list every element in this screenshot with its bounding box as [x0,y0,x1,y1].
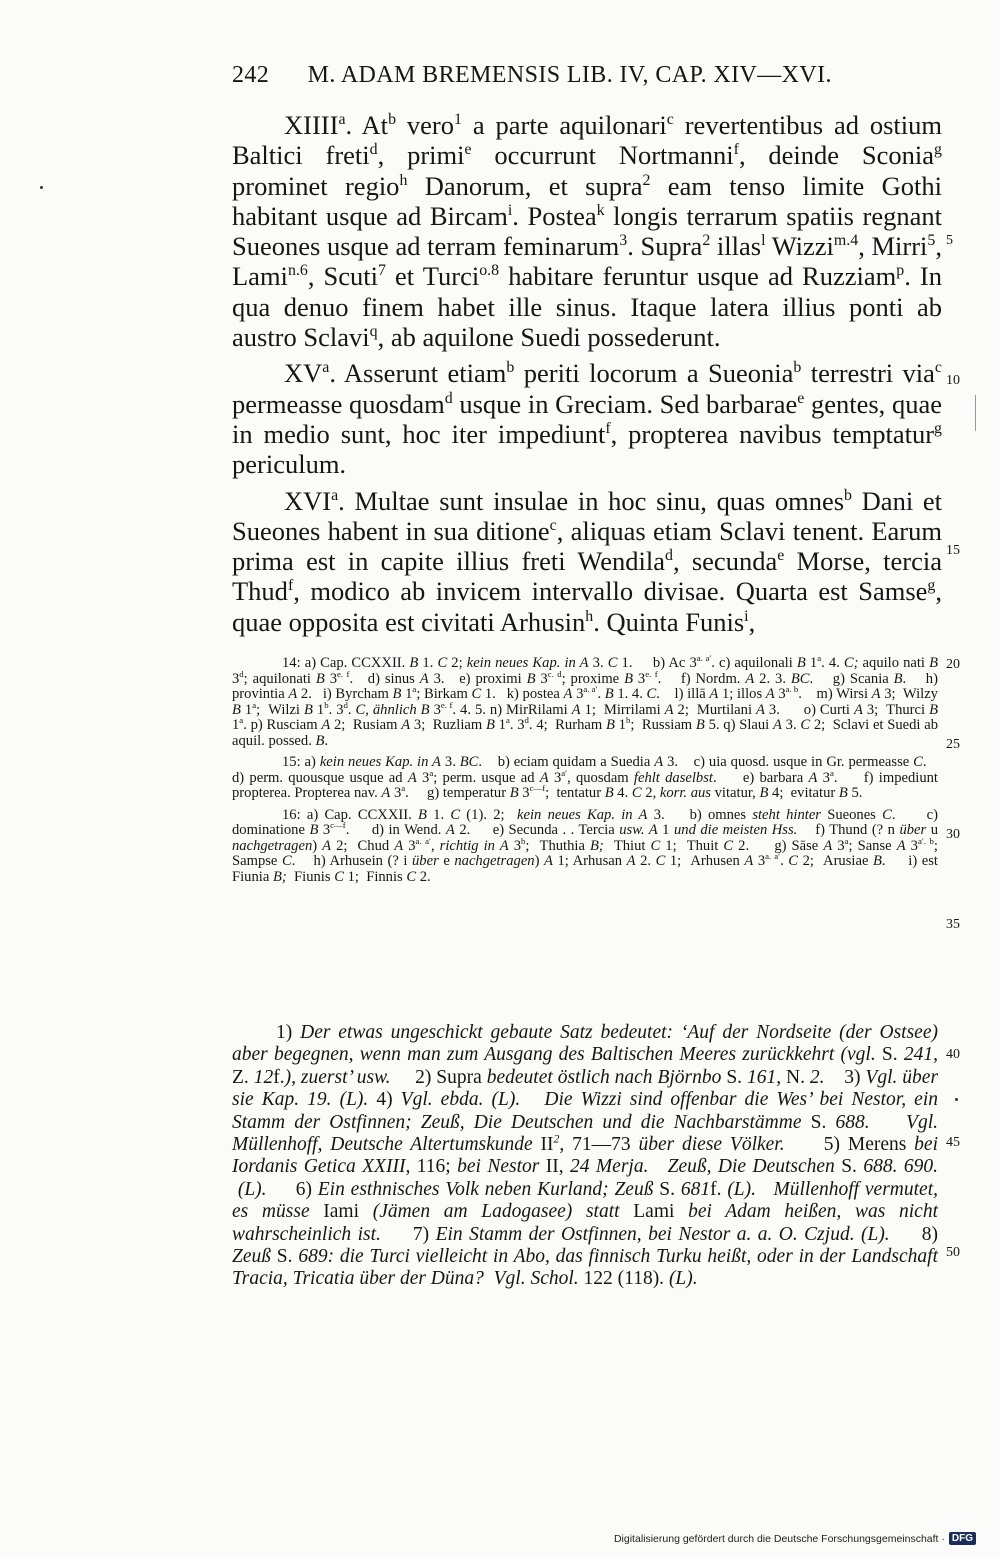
line-number: 20 [946,657,960,672]
line-number: 15 [946,543,960,558]
line-number: 25 [946,737,960,752]
credit-text: Digitalisierung gefördert durch die Deutsche Forschungsgemeinschaft · [613,1532,945,1545]
line-number: 10 [946,373,960,388]
line-number: 50 [946,1245,960,1260]
commentary-notes: 1) Der etwas ungeschickt gebaute Satz bedeutet: ‘Auf der Nordseite (der Ostsee) aber begegnen, wenn man zum Ausgang des Baltischen Meeres zurückkehrt (vgl. S. 241, Z. 12f.), zuerst’ usw. 2) Supra bedeutet östlich nach Björnbo S. 161, N. 2. 3) Vgl. über sie Kap. 19. (L). 4) Vgl. ebda. (L). Die Wizzi sind offenbar die Wes’ bei Nestor, ein Stamm der Ostfinnen; Zeuß, Die Deutschen und die Nachbarstämme S. 688. Vgl. Müllenhoff, Deutsche Altertumskunde $II^2$, 71—73 über diese Völker. 5) Merens bei Iordanis Getica XXIII, 116; bei Nestor II, 24 Merja. Zeuß, Die Deutschen S. 688. 690. (L). 6) Ein esthnisches Volk neben Kurland; Zeuß S. 681f. (L). Müllenhoff vermutet, es müsse Iami (Jämen am Ladogasee) statt Lami bei Adam heißen, was nicht wahrscheinlich ist. 7) Ein Stamm der Ostfinnen, bei Nestor a. a. O. Czjud. (L). 8) Zeuß S. 689: die Turci vielleicht in Abo, das finnisch Turku heißt, oder in der Landschaft Tracia, Tricatia über der Düna? Vgl. Schol. 122 (118). (L). [232,1022,939,1290]
scan-speck [955,1098,958,1101]
page-header [232,62,862,89]
apparatus-entry-15: 15: a) kein neues Kap. in A 3. BC. b) eciam quidam a Suedia A 3. c) uia quosd. usque in Gr. permeasse C. d) perm. quousque usque ad A 3$^a$; perm. usque ad A $3^{a'}$, quosdam fehlt daselbst. e) barbara A 3$^a$. f) impediunt propterea. Propterea nav. A 3$^a$. g) temperatur B $3^{c—f}$; tentatur B 4. C 2, korr. aus vitatur, B 4; evitatur B 5. [232,754,939,801]
apparatus-entry-16: 16: a) Cap. CCXXII. B 1. C (1). 2; kein neues Kap. in A 3. b) omnes steht hinter Sueones C. c) dominatione B $3^{c—f}$. d) in Wend. A 2. e) Secunda . . Tercia usw. A 1 und die meisten Hss. f) Thund (? n über u nachgetragen) A 2; Chud A $3^{a. a'}$, richtig in A 3$^b$; Thuthia B; Thiut C 1; Thuit C 2. g) Sāse A 3$^a$; Sanse A $3^{a'. b}$; Sampse C. h) Arhusein (? i über e nachgetragen) A 1; Arhusan A 2. C 1; Arhusen A $3^{a. a'}$. C 2; Arusiae B. i) est Fiunia B; Fiunis C 1; Finnis C 2. [232,806,938,885]
running-title: M. ADAM BREMENSIS LIB. IV, CAP. XIV—XVI. [307,62,832,88]
line-number: 5 [946,233,953,248]
section-xv: $XV^a$. Asserunt etiam$^b$ periti locorum a Sueonia$^b$ terrestri via$^c$ permeasse quosdam$^d$ usque in Greciam. Sed barbarae$^e$ gentes, quae in medio sunt, hoc iter impediunt$^f$, propterea navibus temptatur$^g$ periculum. [232,358,942,480]
page-number: 242 [232,62,270,88]
apparatus-entry-14: 14: a) Cap. CCXXII. B 1. C 2; kein neues Kap. in A 3. C 1. b) Ac $3^{a. a'}$. c) aquilonali B 1$^a$. 4. C; aquilo nati B 3$^d$; aquilonati B $3^{e. f}$. d) sinus A 3. e) proximi B $3^{c. d}$; proxime B $3^{e. f}$. f) Nordm. A 2. 3. BC. g) Scania B. h) provintia A 2. i) Byrcham B 1$^a$; Birkam C 1. k) postea A $3^{a. a'}$. B 1. 4. C. l) illā A 1; illos A $3^{a. b}$. m) Wirsi A 3; Wilzy B 1$^a$; Wilzi B 1$^b$. 3$^d$. C, ähnlich B $3^{e. f}$. 4. 5. n) MirRilami A 1; Mirrilami A 2; Murtilani A 3. o) Curti A 3; Thurci B 1$^a$. p) Rusciam A 2; Rusiam A 3; Ruzliam B 1$^a$. 3$^d$. 4; Rurham B 1$^b$; Russiam B 5. q) Slaui A 3. C 2; Sclavi et Suedi ab aquil. possed. B. [232,653,938,749]
scan-speck [40,186,43,189]
line-number: 45 [946,1135,960,1150]
line-number: 30 [946,827,960,842]
critical-apparatus [232,653,939,891]
margin-line [975,395,976,431]
section-xvi: XVI$^a$. Multae sunt insulae in hoc sinu, quas omnes$^b$ Dani et Sueones habent in sua ditione$^c$, aliquas etiam Sclavi tenent. Earum prima est in capite illius freti Wendila$^d$, secunda$^e$ Morse, tercia Thud$^f$, modico ab invicem intervallo divisae. Quarta est Samse$^g$, quae opposita est civitati Arhusin$^h$. Quinta Funis$^i$, [232,485,942,637]
line-number: 40 [946,1047,960,1062]
line-number: 35 [946,917,960,932]
dfg-logo: DFG [949,1532,976,1545]
main-text [232,110,942,637]
section-xiiii: XIIII$^a$. At$^b$ vero$^1$ a parte aquilonari$^c$ revertentibus ad ostium Baltici freti$^d$, primi$^e$ occurrunt Nortmanni$^f$, deinde Sconia$^g$ prominet regio$^h$ Danorum, et supra$^2$ eam tenso limite Gothi habitant usque ad Bircam$^i$. Postea$^k$ longis terrarum spatiis regnant Sueones usque ad terram feminarum$^3$. Supra$^2$ illas$^l$ Wizzi$^{m.4}$, Mirri$^5$, Lami$^{n.6}$, Scuti$^7$ et Turci$^{o.8}$ habitare feruntur usque ad Ruzziam$^p$. In qua denuo finem habet ille sinus. Itaque latera illius ponti ab austro Sclavi$^q$, ab aquilone Suedi possederunt. [232,110,943,353]
digitization-credit [614,1532,976,1545]
